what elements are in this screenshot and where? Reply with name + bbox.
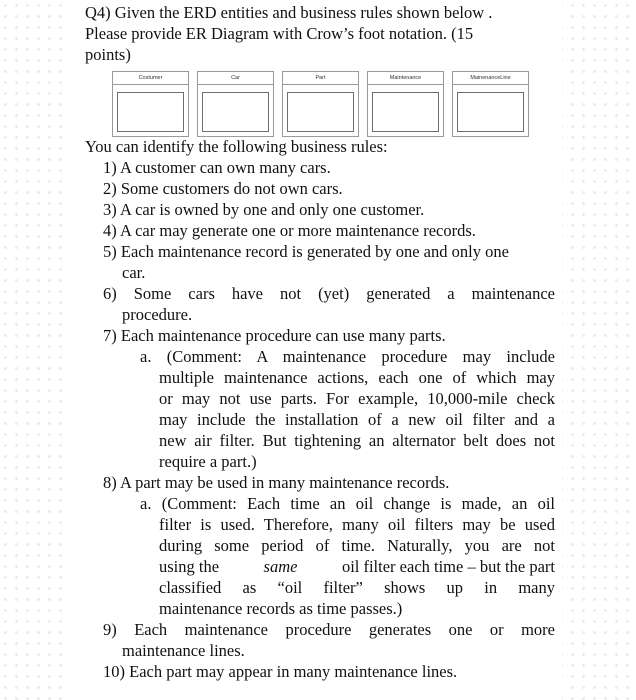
rule-7: 7) Each maintenance procedure can use many parts. — [103, 326, 446, 345]
entity-body — [372, 92, 439, 132]
rule-8-comment-line-2: filter is used. Therefore, many oil filters may be used — [159, 515, 555, 534]
entity-body — [117, 92, 184, 132]
entity-title: MainenanceLine — [453, 72, 528, 85]
dot-pattern-right — [556, 0, 636, 700]
question-line-3: points) — [85, 45, 131, 64]
rule-7-comment-line-2: multiple maintenance actions, each one of which may — [159, 368, 555, 387]
rules-intro: You can identify the following business rules: — [85, 137, 388, 156]
rule-7-comment-line-3: or may not use parts. For example, 10,000-mile check — [159, 389, 555, 408]
rule-1: 1) A customer can own many cars. — [103, 158, 331, 177]
entity-maintenance-line — [452, 71, 529, 137]
rule-3: 3) A car is owned by one and only one customer. — [103, 200, 425, 219]
rule-9-line-2: maintenance lines. — [122, 641, 245, 660]
rule-4: 4) A car may generate one or more maintenance records. — [103, 221, 476, 240]
rule-9-line-1: 9) Each maintenance procedure generates one or more — [103, 620, 555, 639]
entity-body — [457, 92, 524, 132]
rule-2: 2) Some customers do not own cars. — [103, 179, 343, 198]
rule-7-comment-line-1: a. (Comment: A maintenance procedure may include — [140, 347, 555, 366]
entity-body — [202, 92, 269, 132]
question-line-2: Please provide ER Diagram with Crow’s foot notation. (15 — [85, 24, 474, 43]
rule-7-comment-line-5: new air filter. But tightening an alternator belt does not — [159, 431, 555, 450]
emphasis-same: same — [263, 557, 298, 576]
entity-title: Maintenance — [368, 72, 443, 85]
rule-6-line-1: 6) Some cars have not (yet) generated a maintenance — [103, 284, 555, 303]
entity-car — [197, 71, 274, 137]
entity-part — [282, 71, 359, 137]
rule-8-comment-line-6: maintenance records as time passes.) — [159, 599, 403, 618]
dot-pattern-left — [0, 0, 70, 700]
question-line-1: Q4) Given the ERD entities and business rules shown below . — [85, 3, 493, 22]
entity-title: Car — [198, 72, 273, 85]
rule-7-comment-line-6: require a part.) — [159, 452, 257, 471]
erd-entities — [112, 71, 527, 137]
entity-maintenance — [367, 71, 444, 137]
rule-10: 10) Each part may appear in many maintenance lines. — [103, 662, 458, 681]
entity-title: Costumer — [113, 72, 188, 85]
question-heading — [85, 2, 545, 65]
rule-8-comment-line-4 — [159, 557, 555, 577]
entity-costumer — [112, 71, 189, 137]
text-segment: oil filter each time – but the part — [341, 557, 555, 576]
rule-7-comment-line-4: may include the installation of a new oil filter and a — [159, 410, 555, 429]
rule-8-comment-line-3: during some period of time. Naturally, you are not — [159, 536, 555, 555]
rule-5-line-2: car. — [122, 263, 146, 282]
entity-body — [287, 92, 354, 132]
entity-title: Part — [283, 72, 358, 85]
text-segment: using the — [159, 557, 220, 576]
rule-6-line-2: procedure. — [122, 305, 193, 324]
rule-8-comment-line-5: classified as “oil filter” shows up in many — [159, 578, 555, 597]
rule-5-line-1: 5) Each maintenance record is generated by one and only one — [103, 242, 509, 261]
rule-8-comment-line-1: a. (Comment: Each time an oil change is made, an oil — [140, 494, 555, 513]
rule-8: 8) A part may be used in many maintenance records. — [103, 473, 450, 492]
